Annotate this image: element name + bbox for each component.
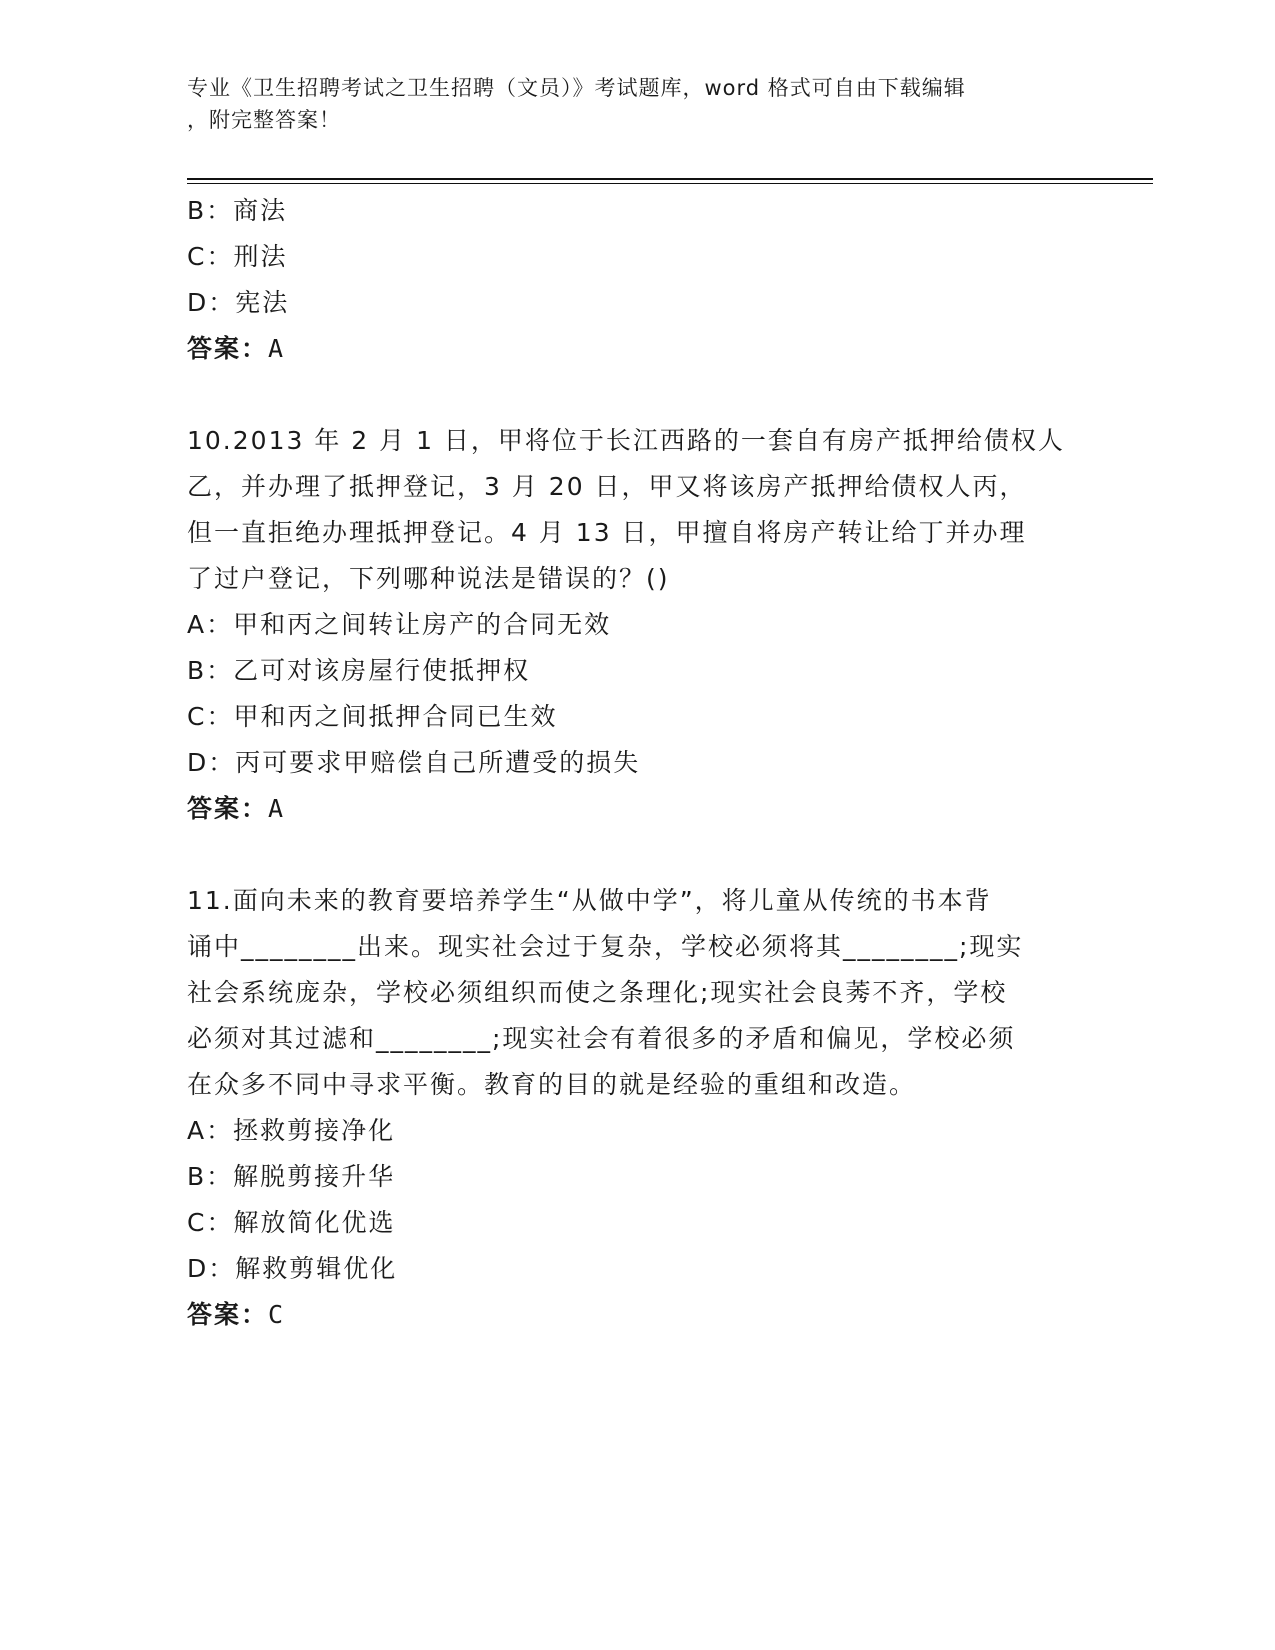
q10-answer-label: 答案： (187, 794, 269, 823)
q9-option-d: D：宪法 (187, 288, 290, 317)
q9-option-c: C：刑法 (187, 242, 288, 271)
q10-stem-line-3: 但一直拒绝办理抵押登记。4 月 13 日，甲擅自将房产转让给丁并办理 (187, 518, 1027, 547)
q11-stem-line-1: 11.面向未来的教育要培养学生“从做中学”，将儿童从传统的书本背 (187, 886, 992, 915)
q11-stem-line-5: 在众多不同中寻求平衡。教育的目的就是经验的重组和改造。 (187, 1070, 917, 1099)
document-body (187, 188, 1087, 1338)
header-rule-thin (187, 183, 1153, 184)
q10-stem-line-2: 乙，并办理了抵押登记，3 月 20 日，甲又将该房产抵押给债权人丙， (187, 472, 1027, 501)
question-9-continued (187, 188, 1087, 372)
q10-option-a: A：甲和丙之间转让房产的合同无效 (187, 610, 612, 639)
q10-option-d: D：丙可要求甲赔偿自己所遭受的损失 (187, 748, 641, 777)
q10-option-c: C：甲和丙之间抵押合同已生效 (187, 702, 558, 731)
q11-stem-line-3: 社会系统庞杂，学校必须组织而使之条理化;现实社会良莠不齐，学校 (187, 978, 1008, 1007)
q11-stem-line-2: 诵中________出来。现实社会过于复杂，学校必须将其________;现实 (187, 932, 1024, 961)
q9-answer-label: 答案： (187, 334, 269, 363)
q10-stem-line-1: 10.2013 年 2 月 1 日，甲将位于长江西路的一套自有房产抵押给债权人 (187, 426, 1065, 455)
question-11 (187, 878, 1087, 1338)
q10-option-b: B：乙可对该房屋行使抵押权 (187, 656, 531, 685)
q11-answer-label: 答案： (187, 1300, 269, 1329)
q9-answer-value: A (268, 334, 286, 363)
q10-answer (187, 786, 1087, 832)
question-10 (187, 418, 1087, 832)
q11-option-c: C：解放简化优选 (187, 1208, 396, 1237)
q11-option-a: A：拯救剪接净化 (187, 1116, 396, 1145)
q10-stem-line-4: 了过户登记，下列哪种说法是错误的？() (187, 564, 670, 593)
q11-option-b: B：解脱剪接升华 (187, 1162, 396, 1191)
q11-stem-line-4: 必须对其过滤和________;现实社会有着很多的矛盾和偏见，学校必须 (187, 1024, 1016, 1053)
header-line-1: 专业《卫生招聘考试之卫生招聘（文员）》考试题库，word 格式可自由下载编辑 (187, 76, 966, 100)
header-line-2: ，附完整答案！ (187, 108, 341, 132)
q11-answer-value: C (268, 1300, 286, 1329)
page-header (187, 72, 1067, 136)
header-rule-thick (187, 178, 1153, 180)
q11-answer (187, 1292, 1087, 1338)
q9-option-b: B：商法 (187, 196, 288, 225)
q9-answer (187, 326, 1087, 372)
q10-answer-value: A (268, 794, 286, 823)
q11-option-d: D：解救剪辑优化 (187, 1254, 398, 1283)
